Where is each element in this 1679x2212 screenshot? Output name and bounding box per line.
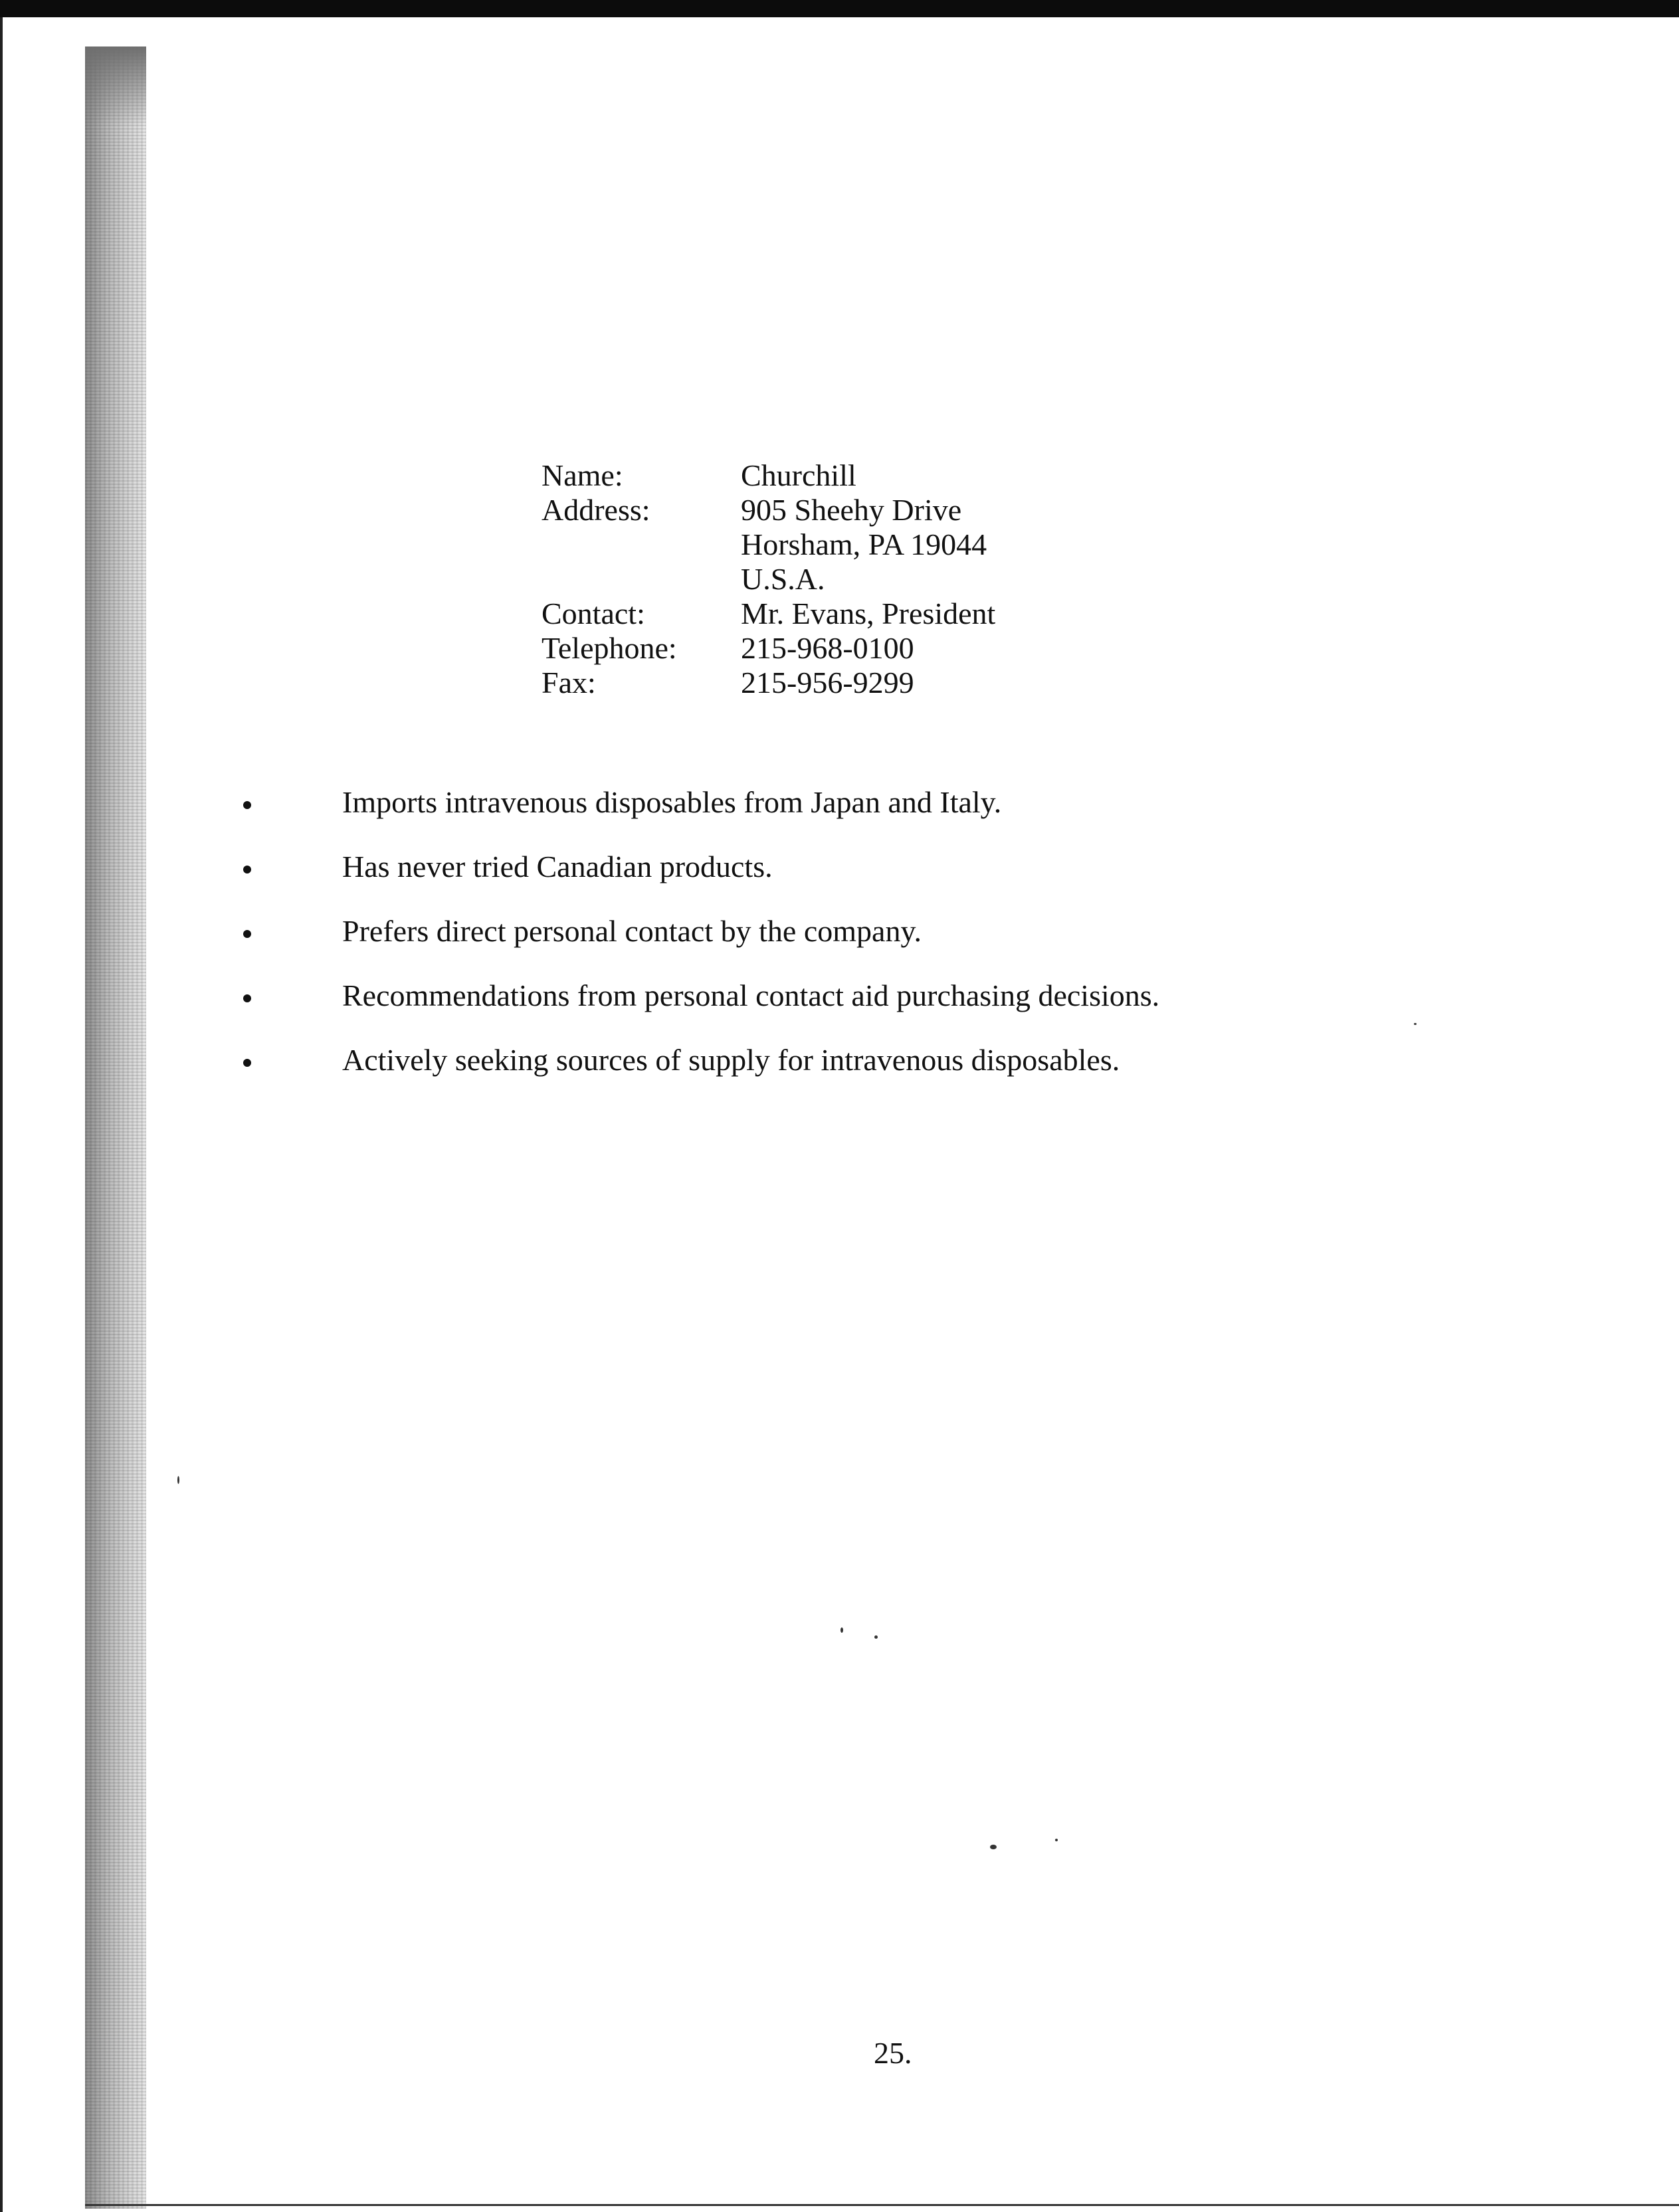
list-item-text: Actively seeking sources of supply for intravenous disposables.	[342, 1043, 1120, 1077]
contact-row-fax	[542, 666, 995, 700]
list-item	[239, 1042, 1502, 1106]
binding-strip-shadow	[85, 46, 146, 126]
scan-bottom-edge	[85, 2204, 1679, 2206]
contact-row-address-2	[542, 527, 995, 562]
list-item-text: Has never tried Canadian products.	[342, 850, 773, 883]
contact-label: Fax:	[542, 666, 596, 699]
fax-number: 215-956-9299	[741, 666, 914, 699]
company-name: Churchill	[741, 458, 856, 492]
scan-speck	[177, 1476, 179, 1484]
address-country: U.S.A.	[741, 562, 825, 596]
contact-row-name	[542, 458, 995, 493]
contact-label: Name:	[542, 458, 623, 492]
scan-top-edge	[0, 0, 1679, 17]
scan-speck	[990, 1845, 997, 1849]
scan-speck	[874, 1635, 878, 1639]
bullet-icon	[243, 930, 251, 938]
address-line-1: 905 Sheehy Drive	[741, 493, 962, 527]
contact-row-contact	[542, 597, 995, 631]
list-item-text: Prefers direct personal contact by the company.	[342, 914, 922, 948]
list-item	[239, 913, 1502, 977]
list-item-text: Imports intravenous disposables from Japan and Italy.	[342, 785, 1002, 819]
bullet-icon	[243, 801, 251, 809]
contact-label: Telephone:	[542, 631, 677, 665]
contact-row-telephone	[542, 631, 995, 666]
contact-block	[542, 458, 995, 700]
page-number: 25.	[874, 2036, 912, 2070]
contact-label: Contact:	[542, 597, 645, 630]
contact-person: Mr. Evans, President	[741, 597, 996, 630]
scan-left-edge-line	[0, 17, 3, 2212]
list-item	[239, 977, 1502, 1042]
bullet-icon	[243, 866, 251, 874]
bullet-list	[239, 784, 1502, 1106]
telephone-number: 215-968-0100	[741, 631, 914, 665]
scan-left-margin	[0, 17, 85, 2212]
list-item	[239, 848, 1502, 913]
bullet-icon	[243, 1059, 251, 1067]
binding-strip	[85, 46, 146, 2209]
list-item-text: Recommendations from personal contact aid purchasing decisions.	[342, 978, 1160, 1012]
contact-row-address	[542, 493, 995, 527]
scan-speck	[1055, 1839, 1058, 1841]
contact-label	[542, 562, 741, 597]
address-line-2: Horsham, PA 19044	[741, 527, 987, 561]
contact-row-address-3	[542, 562, 995, 597]
scan-speck	[840, 1627, 843, 1633]
list-item	[239, 784, 1502, 848]
bullet-icon	[243, 994, 251, 1002]
contact-label	[542, 527, 741, 562]
contact-label: Address:	[542, 493, 650, 527]
